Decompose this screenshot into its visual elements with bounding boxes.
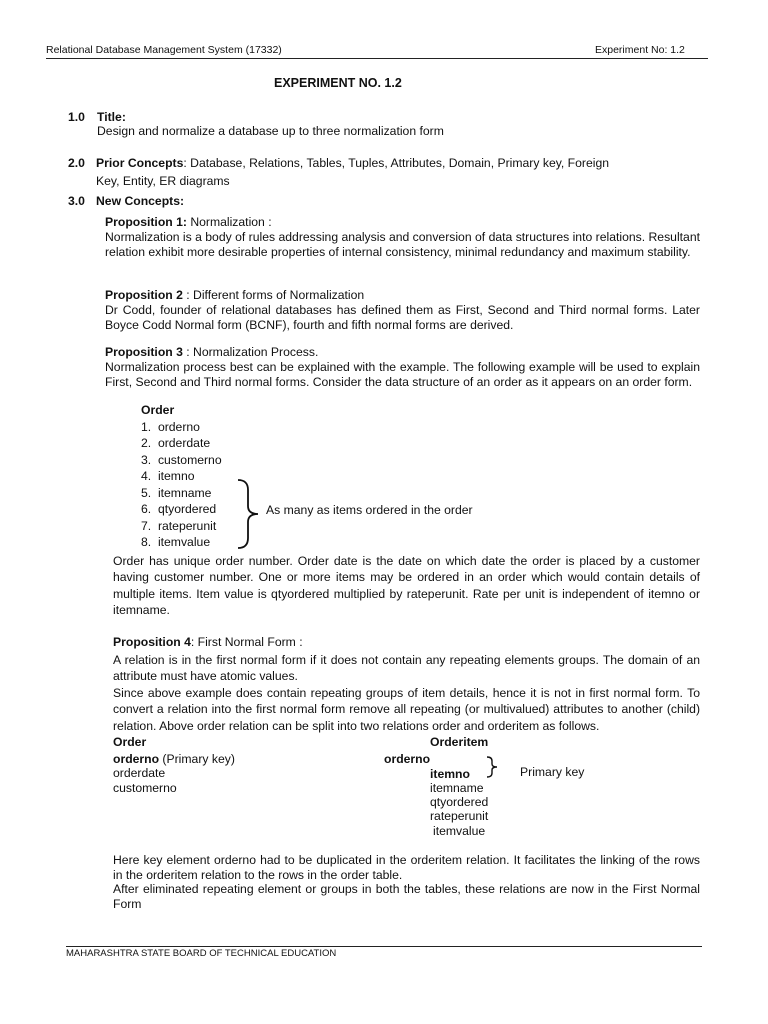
prop4-body1: A relation is in the first normal form if it does not contain any repeating elements groups. The domain of an attribute must have atomic values.	[113, 653, 700, 684]
section2-line1	[96, 156, 609, 171]
section2-line2: Key, Entity, ER diagrams	[96, 174, 230, 188]
section3-label: New Concepts:	[96, 194, 185, 208]
prop1-body: Normalization is a body of rules addressing analysis and conversion of data structures into relations. Resultant relation exhibit more desirable properties of internal consistency, minimal redundancy and maximum stability.	[105, 230, 700, 259]
order-table-key-row	[113, 752, 235, 767]
list-item: 3. customerno	[141, 453, 222, 467]
list-item: 4. itemno	[141, 469, 195, 483]
prop4-body2: Since above example does contain repeating groups of item details, hence it is not in first normal form. To convert a relation into the first normal form remove all repeating (or multivalued) attributes to another (child) relation. Above order relation can be split into two relations order and orderitem as follows.	[113, 686, 700, 733]
list-item: 6. qtyordered	[141, 502, 217, 516]
prop3-header	[105, 345, 318, 360]
section2-label: Prior Concepts	[96, 156, 184, 170]
header-divider	[46, 58, 708, 59]
orderitem-table-title: Orderitem	[430, 735, 489, 749]
prop1-header	[105, 215, 272, 230]
orderitem-key-note: Primary key	[520, 765, 585, 779]
order-table-title: Order	[113, 735, 147, 749]
section1-text: Design and normalize a database up to three normalization form	[97, 124, 444, 138]
closing-paragraph-2: After eliminated repeating element or groups in both the tables, these relations are now in the First Normal Form	[113, 882, 700, 911]
curly-brace-icon	[234, 478, 264, 550]
list-item: 5. itemname	[141, 486, 212, 500]
orderitem-table-key2: itemno	[430, 767, 470, 781]
list-item: 2. orderdate	[141, 436, 211, 450]
order-list-title: Order	[141, 403, 175, 417]
prop3-body: Normalization process best can be explained with the example. The following example will be used to explain First, Second and Third normal forms. Consider the data structure of an order as it appears on an order form.	[105, 360, 700, 389]
prop4-heading: Proposition 4	[113, 635, 191, 649]
list-item: 1. orderno	[141, 420, 200, 434]
orderitem-table-field: qtyordered	[430, 795, 489, 809]
prop3-heading: Proposition 3	[105, 345, 183, 359]
section2-text: : Database, Relations, Tables, Tuples, Attributes, Domain, Primary key, Foreign	[183, 156, 609, 170]
prop3-subtitle: : Normalization Process.	[182, 345, 319, 359]
prop4-header	[113, 635, 303, 650]
order-table-field: orderdate	[113, 766, 166, 780]
prop1-subtitle: Normalization :	[186, 215, 272, 229]
order-description: Order has unique order number. Order date is the date on which date the order is placed by a customer having customer number. One or more items may be ordered in an order which would contain details of multiple items. Item value is qtyordered multiplied by rateperunit. Rate per unit is independent of itemno or itemname.	[113, 554, 700, 618]
list-item: 8. itemvalue	[141, 535, 211, 549]
orderitem-table-field: itemvalue	[433, 824, 486, 838]
small-brace-icon	[484, 756, 502, 778]
order-table-field: customerno	[113, 781, 177, 795]
orderitem-table-field: itemname	[430, 781, 484, 795]
prop4-subtitle: : First Normal Form :	[190, 635, 303, 649]
section2-number: 2.0	[68, 156, 85, 170]
prop2-heading: Proposition 2	[105, 288, 183, 302]
order-table-key: orderno	[113, 752, 160, 766]
orderitem-table-field: rateperunit	[430, 809, 489, 823]
header-title: Relational Database Management System (17332)	[46, 44, 282, 56]
prop2-subtitle: : Different forms of Normalization	[182, 288, 365, 302]
orderitem-table-key1: orderno	[384, 752, 431, 766]
closing-paragraph-1: Here key element orderno had to be duplicated in the orderitem relation. It facilitates the linking of the rows in the orderitem relation to the rows in the order table.	[113, 853, 700, 882]
prop2-header	[105, 288, 364, 303]
section1-number: 1.0	[68, 110, 85, 124]
footer-divider	[66, 946, 702, 947]
section3-number: 3.0	[68, 194, 85, 208]
experiment-title: EXPERIMENT NO. 1.2	[274, 76, 402, 90]
prop1-heading: Proposition 1:	[105, 215, 187, 229]
header-experiment-no: Experiment No: 1.2	[595, 44, 685, 56]
order-table-key-note: (Primary key)	[159, 752, 235, 766]
prop2-body: Dr Codd, founder of relational databases has defined them as First, Second and Third normal forms. Later Boyce Codd Normal form (BCNF), fourth and fifth normal forms are derived.	[105, 303, 700, 332]
brace-note: As many as items ordered in the order	[266, 503, 473, 517]
footer-text: MAHARASHTRA STATE BOARD OF TECHNICAL EDUCATION	[66, 948, 337, 959]
list-item: 7. rateperunit	[141, 519, 217, 533]
section1-label: Title:	[97, 110, 126, 124]
